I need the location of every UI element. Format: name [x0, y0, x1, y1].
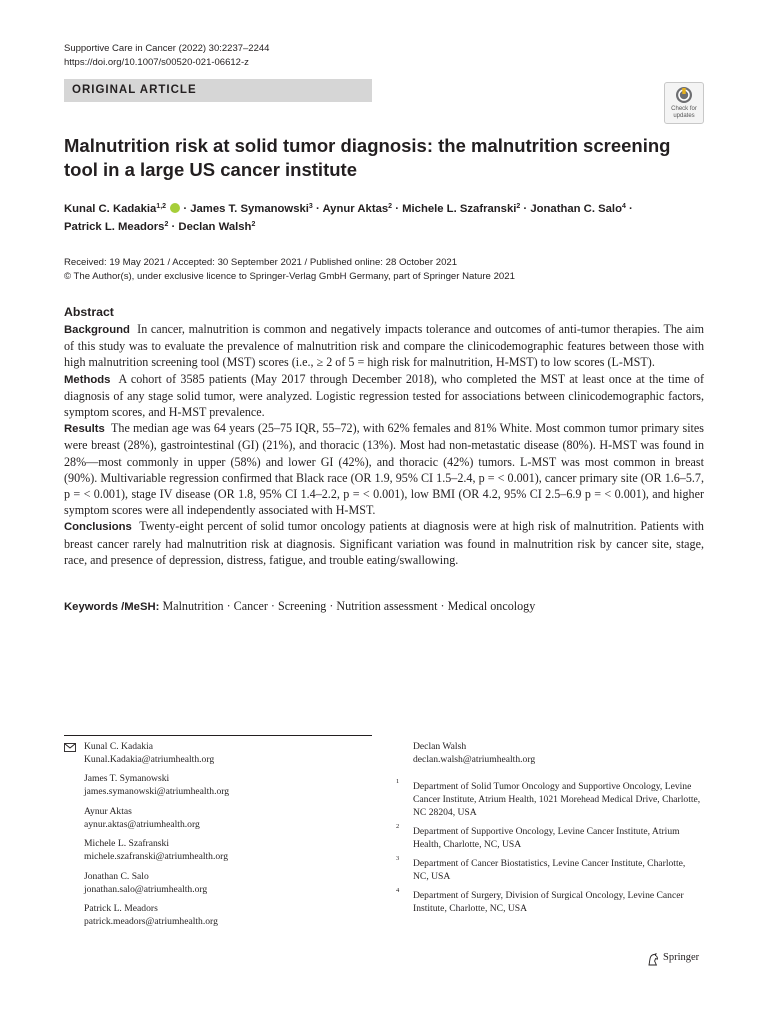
author-separator: ·: [629, 203, 633, 215]
affiliation-text: Department of Surgery, Division of Surgical Oncology, Levine Cancer Institute, Charlotte, NC, USA: [413, 890, 684, 914]
contact-email[interactable]: declan.walsh@atriumhealth.org: [413, 753, 536, 765]
contact-entry: [84, 741, 214, 767]
methods-text: A cohort of 3585 patients (May 2017 through December 2018), who completed the MST at least once at the time of diagnosis of any stage solid tumor, were analyzed. Logistic regression tested for associations between clinicodemographic factors, symptom scores, and H-MST prevalence.: [64, 371, 704, 420]
published-date: / Published online: 28 October 2021: [301, 257, 458, 268]
conclusions-label: Conclusions: [64, 521, 132, 534]
contact-name: Aynur Aktas: [84, 806, 132, 817]
author-name[interactable]: Jonathan C. Salo: [530, 203, 622, 215]
check-updates-line1: Check for: [671, 106, 697, 112]
author-affiliation-sup: 2: [388, 203, 393, 210]
check-for-updates-badge[interactable]: [664, 82, 704, 124]
author-affiliation-sup: 3: [308, 203, 313, 210]
author-separator: ·: [171, 221, 179, 233]
contact-name: Michele L. Szafranski: [84, 838, 169, 849]
journal-reference: Supportive Care in Cancer (2022) 30:2237–2244: [64, 43, 270, 54]
affiliation-text: Department of Cancer Biostatistics, Levine Cancer Institute, Charlotte, NC, USA: [413, 858, 686, 882]
copyright-notice: © The Author(s), under exclusive licence to Springer-Verlag GmbH Germany, part of Springer Nature 2021: [64, 271, 515, 282]
article-type-label: ORIGINAL ARTICLE: [64, 79, 372, 102]
contact-email[interactable]: aynur.aktas@atriumhealth.org: [84, 818, 200, 830]
author-name[interactable]: Aynur Aktas: [322, 203, 389, 215]
abstract-background: [64, 321, 704, 371]
author-separator: ·: [315, 203, 323, 215]
author-affiliation-sup: 2: [164, 221, 169, 228]
affiliation-number: 1: [396, 778, 400, 785]
received-accepted-dates: Received: 19 May 2021 / Accepted: 30 September 2021: [64, 257, 302, 268]
background-label: Background: [64, 324, 130, 336]
methods-label: Methods: [64, 373, 111, 386]
keywords-label: Keywords /MeSH:: [64, 601, 160, 613]
abstract-heading: Abstract: [64, 305, 114, 319]
abstract-conclusions: [64, 518, 704, 568]
contact-entry: [84, 806, 200, 832]
author-separator: ·: [395, 203, 403, 215]
author-affiliation-sup: 2: [516, 203, 521, 210]
author-list: [64, 200, 704, 236]
contact-entry: [413, 741, 535, 767]
article-title: Malnutrition risk at solid tumor diagnosis: the malnutrition screening tool in a large US cancer institute: [64, 135, 671, 180]
check-updates-text: [665, 106, 703, 120]
author-name[interactable]: Kunal C. Kadakia: [64, 203, 157, 215]
contact-name: Patrick L. Meadors: [84, 903, 158, 914]
contact-email[interactable]: Kunal.Kadakia@atriumhealth.org: [84, 753, 215, 765]
author-separator: ·: [523, 203, 531, 215]
contact-entry: [84, 903, 218, 929]
author-name[interactable]: Declan Walsh: [178, 221, 252, 233]
keywords-text: Malnutrition · Cancer · Screening · Nutrition assessment · Medical oncology: [162, 599, 536, 613]
results-text: The median age was 64 years (25–75 IQR, 55–72), with 62% females and 81% White. Most common tumor primary sites were breast (28%), gastrointestinal (GI) (21%), and thoracic (13%). Most had non-metastatic disease (80%). H-MST was found in 28%—most commonly in upper (58%) and lower GI (42%), and thoracic (42%) tumors. L-MST was most common in breast (90%). Multivariable regression confirmed that Black race (OR 1.9, 95% CI 1.5–2.4, p = < 0.001), cancer primary site (OR 1.6–5.7, p = < 0.001), stage IV disease (OR 1.8, 95% CI 1.4–2.2, p = < 0.001), low BMI (OR 4.2, 95% CI 2.5–6.9 p = < 0.001), and higher symptom scores were all independently associated with H-MST.: [64, 421, 704, 518]
envelope-icon: [64, 743, 76, 752]
background-text: In cancer, malnutrition is common and negatively impacts tolerance and outcomes of anti-tumor therapies. The aim of this study was to evaluate the prevalence of malnutrition risk and compare the clinicodemographic features between those with high malnutrition screening tool (MST) scores (i.e., ≥ 2 of 5 = high risk for malnutrition, H-MST) to low scores (L-MST).: [64, 322, 705, 370]
author-affiliation-sup: 4: [621, 203, 626, 210]
abstract-methods: [64, 371, 704, 421]
orcid-icon[interactable]: [170, 203, 180, 213]
publisher-name: Springer: [663, 952, 700, 963]
contact-name: Jonathan C. Salo: [84, 871, 149, 882]
doi-link[interactable]: https://doi.org/10.1007/s00520-021-06612-z: [64, 57, 249, 68]
author-separator: ·: [183, 203, 191, 215]
check-updates-icon: [675, 86, 693, 104]
author-affiliation-sup: 2: [251, 221, 256, 228]
contact-name: Declan Walsh: [413, 741, 467, 752]
abstract-results: [64, 420, 704, 518]
affiliation-number: 3: [396, 855, 400, 862]
affiliation-text: Department of Supportive Oncology, Levine Cancer Institute, Atrium Health, Charlotte, NC, USA: [413, 826, 680, 850]
author-name[interactable]: Michele L. Szafranski: [402, 203, 517, 215]
contact-entry: [84, 838, 228, 864]
article-history: [64, 256, 457, 270]
author-affiliation-sup: 1,2: [156, 203, 167, 210]
publisher-logo: [647, 951, 707, 967]
affiliation-number: 2: [396, 823, 400, 830]
contact-email[interactable]: michele.szafranski@atriumhealth.org: [84, 850, 228, 862]
contact-name: James T. Symanowski: [84, 773, 170, 784]
contact-name: Kunal C. Kadakia: [84, 741, 154, 752]
abstract-body: [64, 321, 704, 568]
check-updates-line2: updates: [673, 113, 695, 119]
footnote-divider: [64, 735, 372, 736]
springer-horse-icon: [647, 953, 659, 966]
conclusions-text: Twenty-eight percent of solid tumor oncology patients at diagnosis were at high risk of malnutrition. Patients with breast cancer rarely had malnutrition risk at diagnosis. Significant variation was found in malnutrition risk by cancer site, stage, race, and presence of depression, distress, fatigue, and trouble eating/swallowing.: [64, 519, 704, 567]
contact-entry: [84, 773, 229, 799]
author-name[interactable]: James T. Symanowski: [190, 203, 309, 215]
author-name[interactable]: Patrick L. Meadors: [64, 221, 165, 233]
affiliation-number: 4: [396, 887, 400, 894]
affiliation-text: Department of Solid Tumor Oncology and Supportive Oncology, Levine Cancer Institute, Atrium Health, 1021 Morehead Medical Drive, Charlotte, NC 28204, USA: [413, 781, 701, 818]
contact-entry: [84, 871, 207, 897]
contact-email[interactable]: jonathan.salo@atriumhealth.org: [84, 883, 208, 895]
contact-email[interactable]: james.symanowski@atriumhealth.org: [84, 785, 230, 797]
contact-email[interactable]: patrick.meadors@atriumhealth.org: [84, 915, 218, 927]
keywords: [64, 598, 704, 615]
results-label: Results: [64, 423, 105, 436]
